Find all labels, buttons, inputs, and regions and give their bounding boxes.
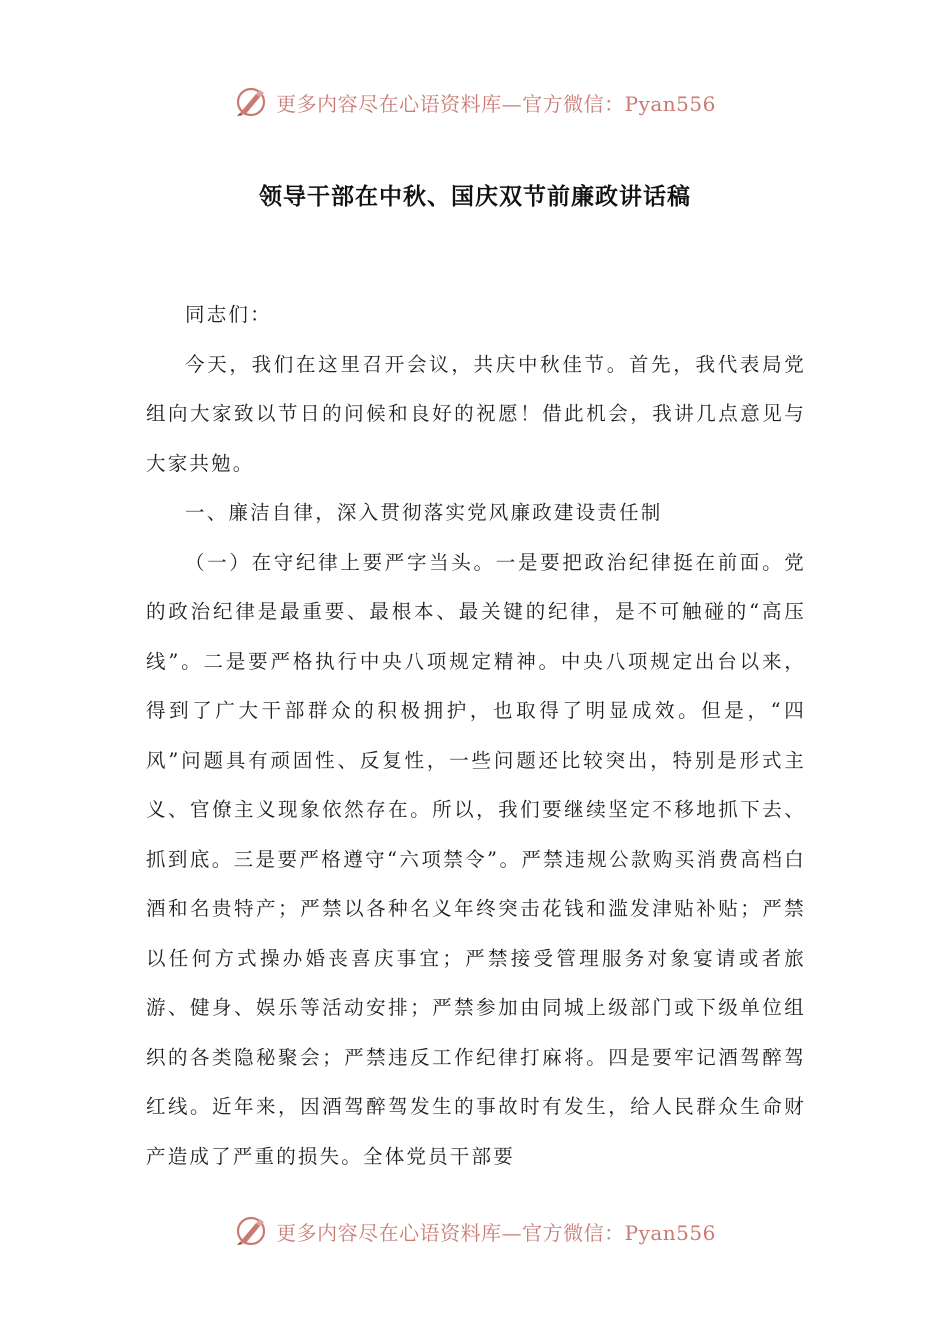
salutation: 同志们： — [185, 303, 272, 326]
body-paragraph: （一）在守纪律上要严字当头。一是要把政治纪律挺在前面。党的政治纪律是最重要、最根本、最关键的纪律，是不可触碰的“高压线”。二是要严格执行中央八项规定精神。中央八项规定出台以来，得到了广大干部群众的积极拥护，也取得了明显成效。但是，“四风”问题具有顽固性、反复性，一些问题还比较突出，特别是形式主义、官僚主义现象依然存在。所以，我们要继续坚定不移地抓下去、抓到底。三是要严格遵守“六项禁令”。严禁违规公款购买消费高档白酒和名贵特产；严禁以各种名义年终突击花钱和滥发津贴补贴；严禁以任何方式操办婚丧喜庆事宜；严禁接受管理服务对象宴请或者旅游、健身、娱乐等活动安排；严禁参加由同城上级部门或下级单位组织的各类隐秘聚会；严禁违反工作纪律打麻将。四是要牢记酒驾醉驾红线。近年来，因酒驾醉驾发生的事故时有发生，给人民群众生命财产造成了严重的损失。全体党员干部要 — [146, 550, 806, 1168]
document-title: 领导干部在中秋、国庆双节前廉政讲话稿 — [259, 183, 691, 210]
opening-paragraph: 今天，我们在这里召开会议，共庆中秋佳节。首先，我代表局党组向大家致以节日的问候和良好的祝愿！借此机会，我讲几点意见与大家共勉。 — [146, 352, 806, 475]
section-heading: 一、廉洁自律，深入贯彻落实党风廉政建设责任制 — [185, 501, 663, 524]
watermark-text: 更多内容尽在心语资料库—官方微信：Pyan556 — [276, 91, 716, 116]
footer-watermark — [0, 1211, 950, 1251]
watermark-text: 更多内容尽在心语资料库—官方微信：Pyan556 — [276, 1220, 716, 1245]
header-watermark — [0, 82, 950, 122]
pen-logo-icon — [234, 1214, 268, 1248]
pen-logo-icon — [234, 85, 268, 119]
document-body — [146, 290, 806, 1181]
